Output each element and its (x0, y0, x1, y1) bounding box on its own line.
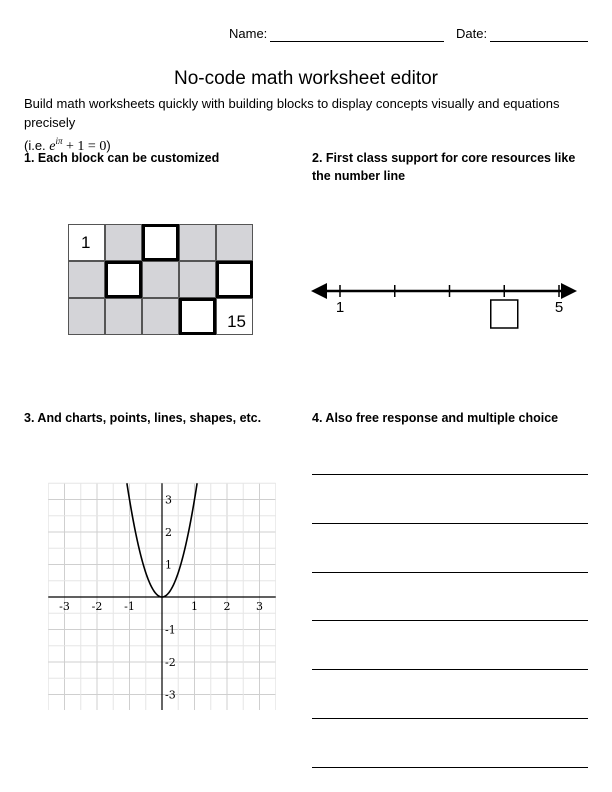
section-heading-3: 3. And charts, points, lines, shapes, etc. (24, 411, 262, 425)
grid-cell[interactable] (68, 261, 105, 298)
answer-line[interactable] (312, 718, 588, 719)
equation-base: e (49, 139, 56, 154)
x-tick-label: 2 (223, 600, 231, 613)
answer-line[interactable] (312, 474, 588, 475)
grid-cell[interactable] (142, 298, 179, 335)
grid-cell[interactable] (179, 224, 216, 261)
grid-cell[interactable] (105, 224, 142, 261)
equation-exponent: iπ (55, 136, 63, 146)
equation-prefix: (i.e. (24, 138, 46, 153)
intro-text: Build math worksheets quickly with building blocks to display concepts visually and equations precisely (24, 96, 560, 130)
intro-paragraph (24, 94, 594, 156)
left-arrow-icon (311, 283, 327, 299)
name-field[interactable] (270, 41, 444, 42)
grid-cell[interactable] (105, 298, 142, 335)
date-label: Date: (456, 26, 488, 41)
section-heading-4: 4. Also free response and multiple choice (312, 411, 559, 425)
date-field[interactable] (490, 41, 588, 42)
name-label: Name: (229, 26, 268, 41)
grid-cell[interactable] (179, 261, 216, 298)
equation-suffix: ) (106, 138, 111, 153)
number-line[interactable] (308, 270, 594, 340)
grid-cell[interactable] (179, 298, 216, 335)
right-arrow-icon (561, 283, 577, 299)
x-tick-label: -3 (59, 600, 70, 613)
y-tick-label: -2 (165, 656, 176, 669)
grid-cell[interactable] (216, 298, 253, 335)
grid-cell-label: 15 (227, 311, 246, 331)
x-tick-label: 1 (191, 600, 198, 613)
equation-rest: + 1 = 0 (66, 139, 107, 154)
grid-cell[interactable] (142, 224, 179, 261)
grid-cell[interactable] (68, 224, 105, 261)
y-tick-label: 3 (165, 493, 172, 507)
x-tick-label: 3 (256, 600, 263, 613)
x-tick-label: -1 (124, 600, 135, 613)
answer-line[interactable] (312, 669, 588, 670)
y-tick-label: -1 (165, 623, 176, 637)
section-heading-1: 1. Each block can be customized (24, 151, 220, 165)
grid-cell[interactable] (142, 261, 179, 298)
number-line-label-max: 5 (554, 299, 564, 316)
number-line-label-min: 1 (335, 299, 345, 316)
grid-cell[interactable] (216, 261, 253, 298)
grid-cell[interactable] (105, 261, 142, 298)
grid-cell-label: 1 (81, 232, 91, 252)
y-tick-label: -3 (165, 688, 176, 702)
number-line-answer-box[interactable] (491, 300, 518, 328)
section-heading-2: 2. First class support for core resources like the number line (312, 151, 576, 183)
worksheet-title: No-code math worksheet editor (173, 68, 438, 89)
grid-cell[interactable] (216, 224, 253, 261)
grid-cell[interactable] (68, 298, 105, 335)
y-tick-label: 2 (165, 526, 172, 539)
answer-line[interactable] (312, 523, 588, 524)
x-tick-label: -2 (91, 600, 103, 613)
answer-line[interactable] (312, 620, 588, 621)
answer-line[interactable] (312, 572, 588, 573)
answer-line[interactable] (312, 767, 588, 768)
y-tick-label: 1 (165, 558, 172, 572)
coordinate-graph[interactable] (48, 480, 276, 710)
